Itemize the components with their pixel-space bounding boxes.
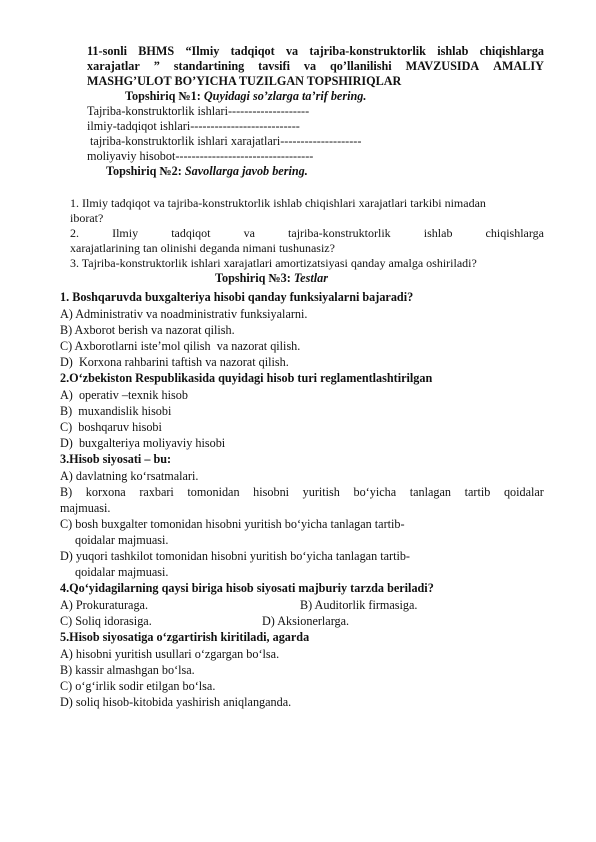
- word: xarajatlar: [87, 59, 140, 73]
- task3-header: [215, 271, 328, 286]
- word: ishlab: [437, 44, 469, 58]
- word: hisobni: [253, 485, 290, 499]
- word: 11-sonli: [87, 44, 127, 58]
- task2-question-2-line-1: [70, 226, 544, 241]
- test-q1-option-c: C) Axborotlarni iste’mol qilish va nazorat qilish.: [60, 339, 301, 353]
- test-question-1: 1. Boshqaruvda buxgalteriya hisobi qanday funksiyalarni bajaradi?: [60, 290, 414, 304]
- task1-header: [125, 89, 366, 104]
- test-q3-option-d-line-2: qoidalar majmuasi.: [75, 565, 169, 579]
- word: tomonidan: [187, 485, 240, 499]
- test-q4-option-c: C) Soliq idorasiga.: [60, 614, 152, 628]
- word: tajriba-konstruktorlik: [309, 44, 426, 58]
- test-question-5: 5.Hisob siyosatiga o‘zgartirish kiritiladi, agarda: [60, 630, 310, 644]
- word: 2.: [70, 226, 79, 240]
- heading-line-3: MASHG’ULOT BO’YICHA TUZILGAN TOPSHIRIQLAR: [87, 74, 402, 88]
- test-question-2: 2.O‘zbekiston Respublikasida quyidagi hisob turi reglamentlashtirilgan: [60, 371, 433, 385]
- task1-label: Topshiriq №1:: [125, 89, 201, 103]
- task2-header: [106, 164, 308, 179]
- word: tadqiqot: [230, 44, 275, 58]
- word: tavsifi: [258, 59, 290, 73]
- word: qo’llanilishi: [330, 59, 392, 73]
- test-question-3: 3.Hisob siyosati – bu:: [60, 452, 172, 466]
- word: va: [243, 226, 255, 240]
- test-q1-option-b: B) Axborot berish va nazorat qilish.: [60, 323, 235, 337]
- word: BHMS: [138, 44, 175, 58]
- word: ”: [153, 59, 160, 73]
- test-q3-option-c-line-1: C) bosh buxgalter tomonidan hisobni yuritish bo‘yicha tanlagan tartib-: [60, 517, 405, 531]
- task2-instruction: Savollarga javob bering.: [184, 164, 308, 178]
- heading-line-1: [87, 44, 544, 59]
- test-question-4: 4.Qo‘yidagilarning qaysi biriga hisob siyosati majburiy tarzda beriladi?: [60, 581, 434, 595]
- word: Ilmiy: [112, 226, 139, 240]
- word: korxona: [85, 485, 126, 499]
- word: tadqiqot: [171, 226, 211, 240]
- task2-question-3: 3. Tajriba-konstruktorlik ishlari xarajatlari amortizatsiyasi qanday amalga oshiriladi?: [70, 256, 477, 270]
- test-q3-option-c-line-2: qoidalar majmuasi.: [75, 533, 169, 547]
- task2-label: Topshiriq №2:: [106, 164, 182, 178]
- task1-term-2: ilmiy-tadqiqot ishlari---------------------------: [87, 119, 300, 133]
- test-q5-option-a: A) hisobni yuritish usullari o‘zgargan bo‘lsa.: [60, 647, 280, 661]
- word: raxbari: [139, 485, 174, 499]
- heading-line-2: [87, 59, 544, 74]
- word: bo‘yicha: [353, 485, 397, 499]
- word: MAVZUSIDA: [405, 59, 480, 73]
- test-q2-option-b: B) muxandislik hisobi: [60, 404, 172, 418]
- task3-instruction: Testlar: [293, 271, 328, 285]
- task1-term-1: Tajriba-konstruktorlik ishlari--------------------: [87, 104, 310, 118]
- test-q4-option-b: B) Auditorlik firmasiga.: [300, 598, 418, 612]
- word: “Ilmiy: [185, 44, 220, 58]
- task1-term-3: tajriba-konstruktorlik ishlari xarajatlari--------------------: [87, 134, 362, 148]
- word: ishlab: [423, 226, 453, 240]
- task2-question-1-line-2: iborat?: [70, 211, 104, 225]
- word: tartib: [464, 485, 491, 499]
- test-q5-option-c: C) o‘g‘irlik sodir etilgan bo‘lsa.: [60, 679, 216, 693]
- test-q5-option-d: D) soliq hisob-kitobida yashirish aniqlanganda.: [60, 695, 292, 709]
- word: yuritish: [302, 485, 340, 499]
- test-q1-option-a: A) Administrativ va noadministrativ funksiyalarni.: [60, 307, 308, 321]
- task1-term-4: moliyaviy hisobot----------------------------------: [87, 149, 314, 163]
- test-q3-option-b-line-2: majmuasi.: [60, 501, 111, 515]
- test-q4-option-d: D) Aksionerlarga.: [262, 614, 350, 628]
- word: tajriba-konstruktorlik: [288, 226, 391, 240]
- word: qoidalar: [503, 485, 544, 499]
- test-q4-option-a: A) Prokuraturaga.: [60, 598, 148, 612]
- word: tanlagan: [409, 485, 452, 499]
- task2-question-1-line-1: 1. Ilmiy tadqiqot va tajriba-konstruktorlik ishlab chiqishlari xarajatlari tarkibi nimadan: [70, 196, 486, 210]
- test-q3-option-d-line-1: D) yuqori tashkilot tomonidan hisobni yuritish bo‘yicha tanlagan tartib-: [60, 549, 410, 563]
- task3-label: Topshiriq №3:: [215, 271, 291, 285]
- test-q5-option-b: B) kassir almashgan bo‘lsa.: [60, 663, 195, 677]
- word: standartining: [173, 59, 245, 73]
- word: va: [285, 44, 299, 58]
- word: B): [60, 485, 73, 499]
- test-q1-option-d: D) Korxona rahbarini taftish va nazorat qilish.: [60, 355, 289, 369]
- task2-question-2-line-2: xarajatlarining tan olinishi deganda nimani tushunasiz?: [70, 241, 335, 255]
- word: chiqishlarga: [479, 44, 544, 58]
- test-q2-option-d: D) buxgalteriya moliyaviy hisobi: [60, 436, 226, 450]
- test-q2-option-a: A) operativ –texnik hisob: [60, 388, 188, 402]
- task1-instruction: Quyidagi so’zlarga ta’rif bering.: [203, 89, 367, 103]
- test-q3-option-a: A) davlatning ko‘rsatmalari.: [60, 469, 199, 483]
- word: AMALIY: [493, 59, 544, 73]
- word: va: [303, 59, 317, 73]
- test-q3-option-b-line-1: [60, 485, 544, 500]
- word: chiqishlarga: [485, 226, 544, 240]
- test-q2-option-c: C) boshqaruv hisobi: [60, 420, 162, 434]
